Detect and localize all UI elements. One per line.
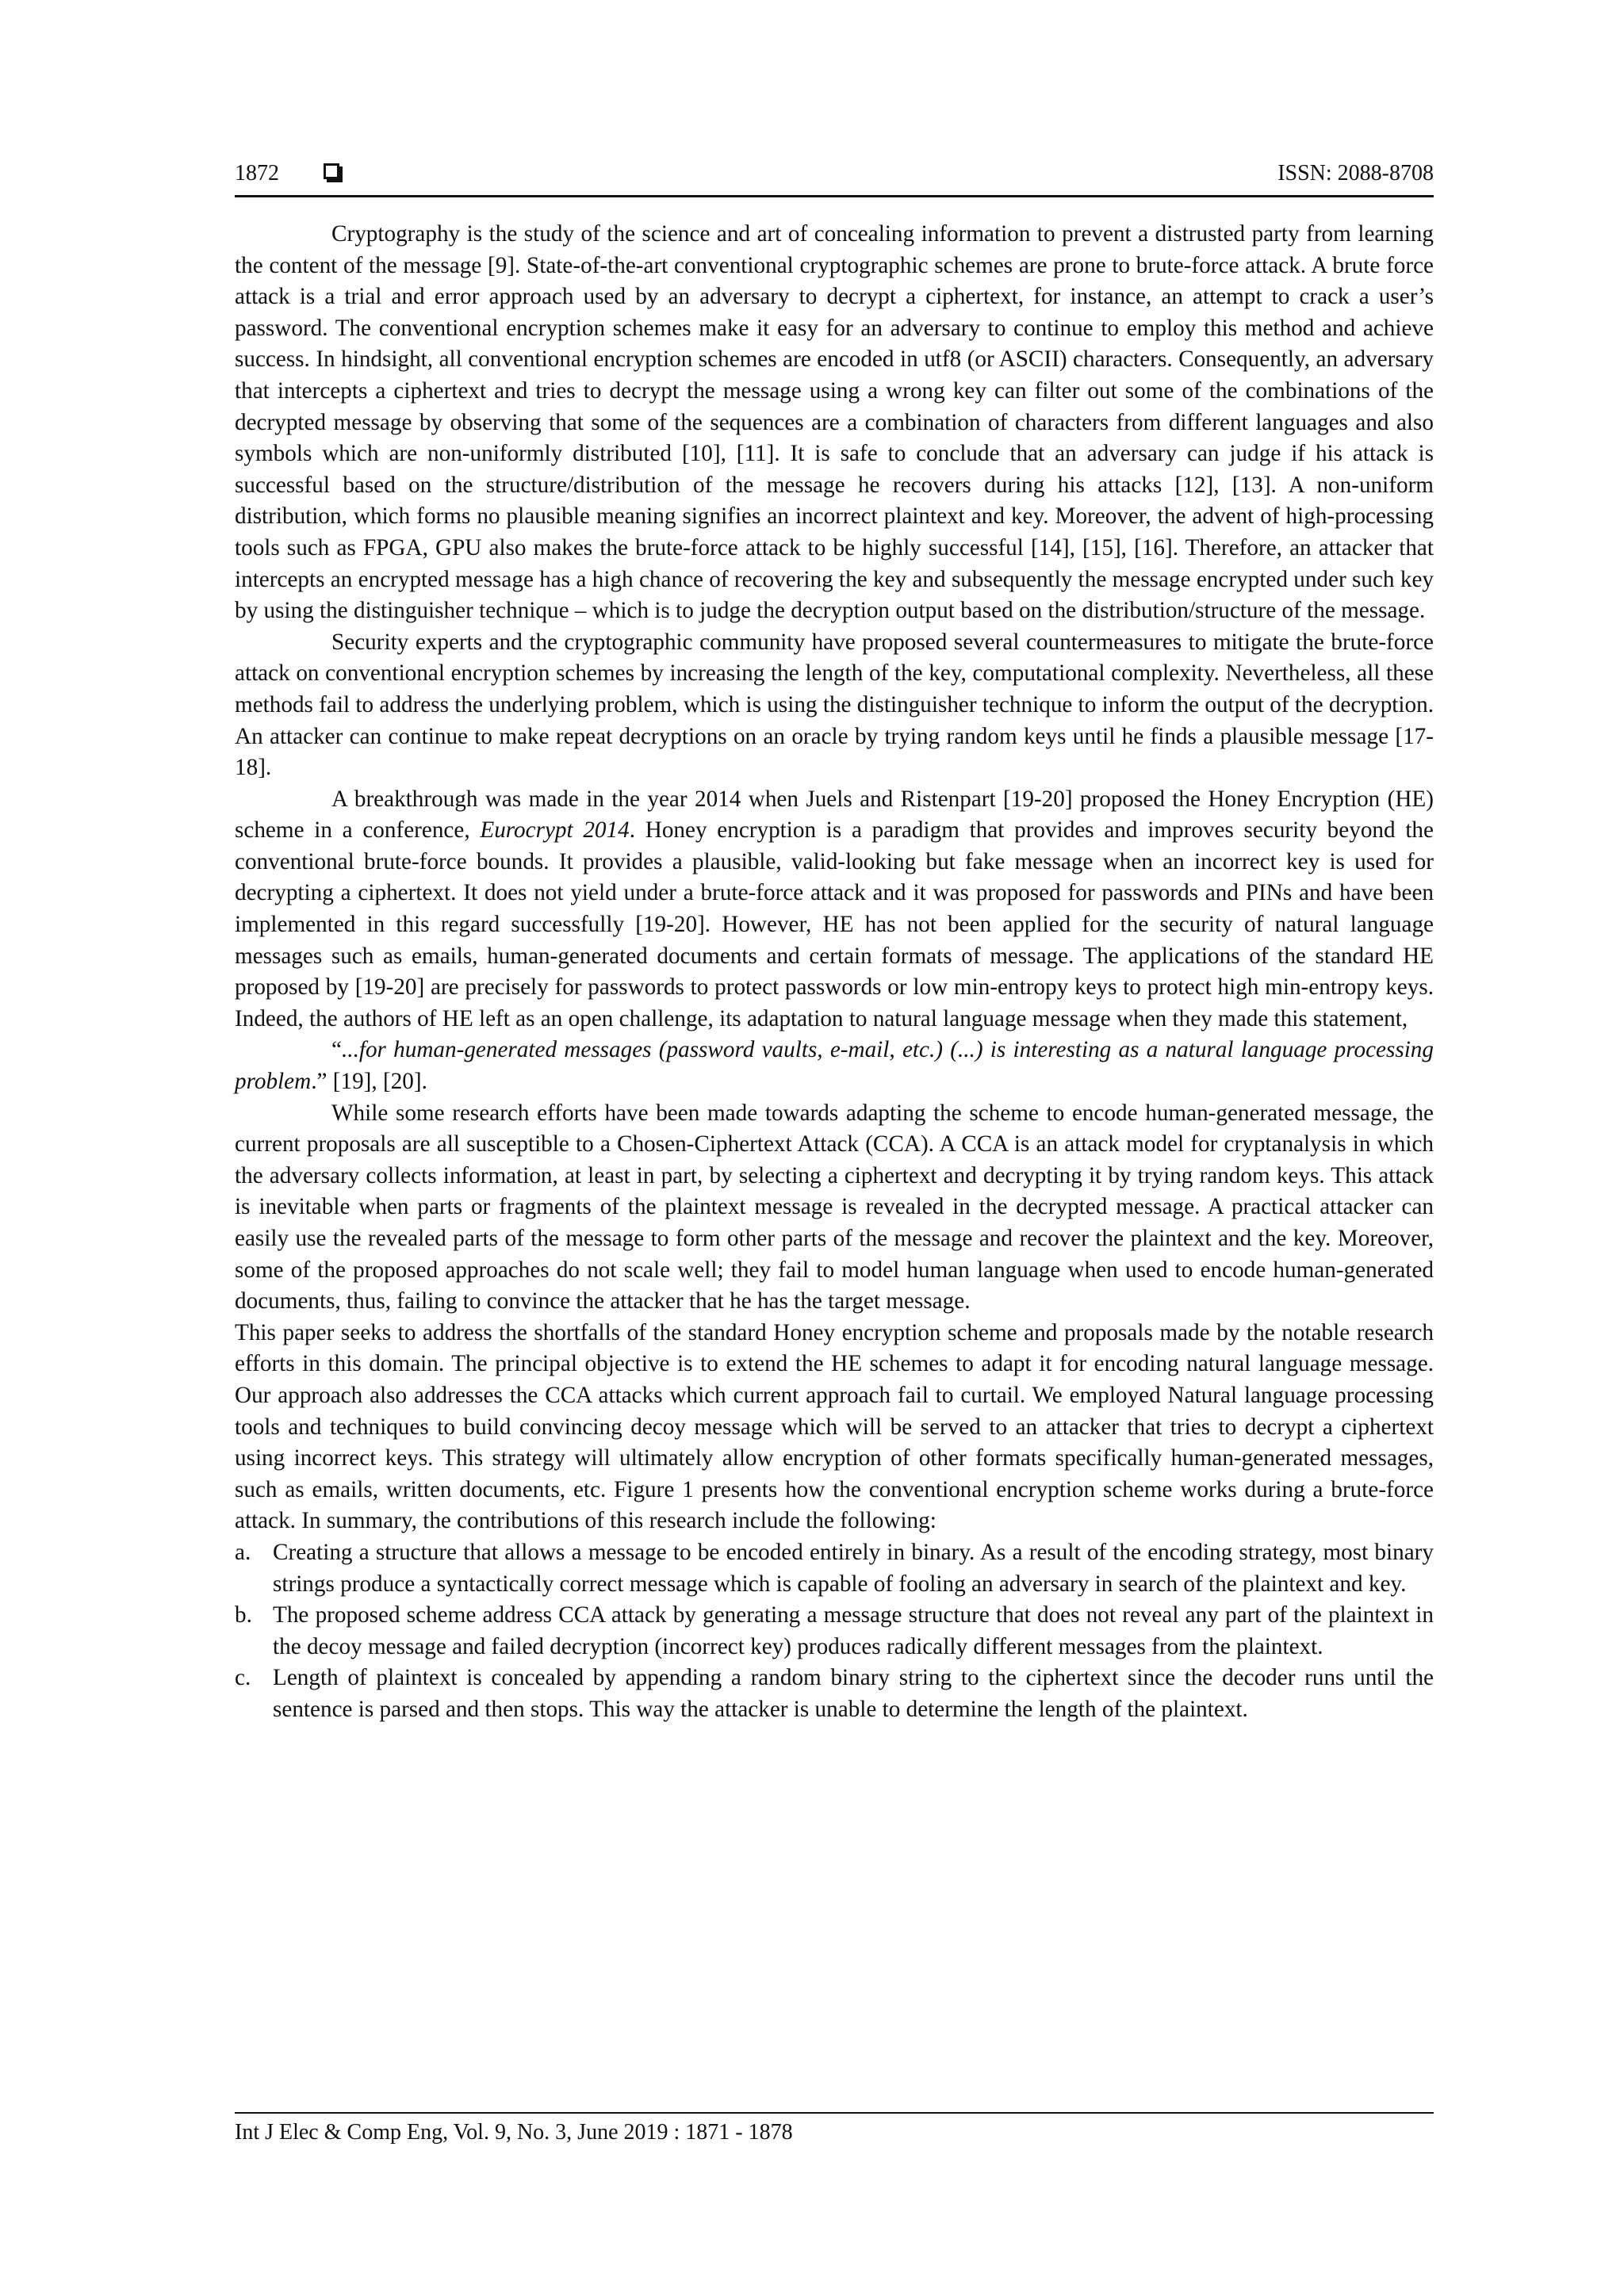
quote-open-mark: “ — [331, 1037, 342, 1063]
list-item — [235, 1663, 1434, 1725]
page-number: 1872 — [235, 161, 279, 186]
list-marker: c. — [235, 1665, 251, 1691]
paragraph-honey-encryption — [235, 784, 1434, 1035]
quote-citation: .” [19], [20]. — [311, 1069, 427, 1095]
list-marker: a. — [235, 1539, 251, 1565]
list-item-text: The proposed scheme address CCA attack by generating a message structure that does not reveal any part of the plaintext in the decoy message and failed decryption (incorrect key) produces radically different messages from the plaintext. — [273, 1602, 1434, 1659]
list-item-text: Creating a structure that allows a message to be encoded entirely in binary. As a result of the encoding strategy, most binary strings produce a syntactically correct message which is capable of fooling an adversary in search of the plaintext and key. — [273, 1539, 1434, 1597]
article-body — [235, 219, 1434, 1726]
checkbox-square-icon — [324, 163, 339, 179]
paragraph-countermeasures: Security experts and the cryptographic community have proposed several countermeasures to mitigate the brute-force attack on conventional encryption schemes by increasing the length of the key, computational complexity. Nevertheless, all these methods fail to address the underlying problem, which is using the distinguisher technique to inform the output of the decryption. An attacker can continue to make repeat decryptions on an oracle by trying random keys until he finds a plausible message [17-18]. — [235, 629, 1434, 781]
conference-name: Eurocrypt 2014 — [480, 817, 630, 844]
paragraph-cryptography-intro: Cryptography is the study of the science and art of concealing information to prevent a distrusted party from learning the content of the message [9]. State-of-the-art conventional cryptographic schemes are prone to brute-force attack. A brute force attack is a trial and error approach used by an adversary to decrypt a ciphertext, for instance, an attempt to crack a user’s password. The conventional encryption schemes make it easy for an adversary to continue to employ this method and achieve success. In hindsight, all conventional encryption schemes are encoded in utf8 (or ASCII) characters. Consequently, an adversary that intercepts a ciphertext and tries to decrypt the message using a wrong key can filter out some of the combinations of the decrypted message by observing that some of the sequences are a combination of characters from different languages and also symbols which are non-uniformly distributed [10], [11]. It is safe to conclude that an adversary can judge if his attack is successful based on the structure/distribution of the message he recovers during his attacks [12], [13]. A non-uniform distribution, which forms no plausible meaning signifies an incorrect plaintext and key. Moreover, the advent of high-processing tools such as FPGA, GPU also makes the brute-force attack to be highly successful [14], [15], [16]. Therefore, an attacker that intercepts an encrypted message has a high chance of recovering the key and subsequently the message encrypted under such key by using the distinguisher technique – which is to judge the decryption output based on the distribution/structure of the message. — [235, 221, 1434, 624]
page-header — [235, 155, 1434, 192]
contributions-list — [235, 1537, 1434, 1726]
block-quote — [235, 1035, 1434, 1097]
paragraph-text: A breakthrough was made in the year 2014 when Juels and Ristenpart [19-20] proposed the Honey Encryption (HE) scheme in a conference, — [235, 786, 1434, 844]
header-divider — [235, 195, 1434, 197]
list-item — [235, 1537, 1434, 1600]
quote-text: ...for human-generated messages (password vaults, e-mail, etc.) (...) is interesting as a natural language processing problem — [235, 1037, 1434, 1095]
paragraph-cca-attacks: While some research efforts have been made towards adapting the scheme to encode human-generated message, the current proposals are all susceptible to a Chosen-Ciphertext Attack (CCA). A CCA is an attack model for cryptanalysis in which the adversary collects information, at least in part, by selecting a ciphertext and decrypting it by trying random keys. This attack is inevitable when parts or fragments of the plaintext message is revealed in the decrypted message. A practical attacker can easily use the revealed parts of the message to form other parts of the message and recover the plaintext and the key. Moreover, some of the proposed approaches do not scale well; they fail to model human language when used to encode human-generated documents, thus, failing to convince the attacker that he has the target message. — [235, 1100, 1434, 1314]
paragraph-contributions-intro: This paper seeks to address the shortfalls of the standard Honey encryption scheme and proposals made by the notable research efforts in this domain. The principal objective is to extend the HE schemes to adapt it for encoding natural language message. Our approach also addresses the CCA attacks which current approach fail to curtail. We employed Natural language processing tools and techniques to build convincing decoy message which will be served to an attacker that tries to decrypt a ciphertext using incorrect keys. This strategy will ultimately allow encryption of other formats specifically human-generated messages, such as emails, written documents, etc. Figure 1 presents how the conventional encryption scheme works during a brute-force attack. In summary, the contributions of this research include the following: — [235, 1319, 1434, 1534]
issn-label: ISSN: 2088-8708 — [1277, 161, 1434, 186]
list-item-text: Length of plaintext is concealed by appending a random binary string to the ciphertext since the decoder runs until the sentence is parsed and then stops. This way the attacker is unable to determine the length of the plaintext. — [273, 1665, 1434, 1722]
paragraph-text: . Honey encryption is a paradigm that provides and improves security beyond the conventional brute-force bounds. It provides a plausible, valid-looking but fake message when an incorrect key is used for decrypting a ciphertext. It does not yield under a brute-force attack and it was proposed for passwords and PINs and have been implemented in this regard successfully [19-20]. However, HE has not been applied for the security of natural language messages such as emails, human-generated documents and certain formats of message. The applications of the standard HE proposed by [19-20] are precisely for passwords to protect passwords or low min-entropy keys to protect high min-entropy keys. Indeed, the authors of HE left as an open challenge, its adaptation to natural language message when they made this statement, — [235, 817, 1434, 1031]
list-item — [235, 1600, 1434, 1663]
journal-citation: Int J Elec & Comp Eng, Vol. 9, No. 3, June 2019 : 1871 - 1878 — [235, 2120, 793, 2145]
footer-divider — [235, 2112, 1434, 2114]
list-marker: b. — [235, 1602, 252, 1628]
